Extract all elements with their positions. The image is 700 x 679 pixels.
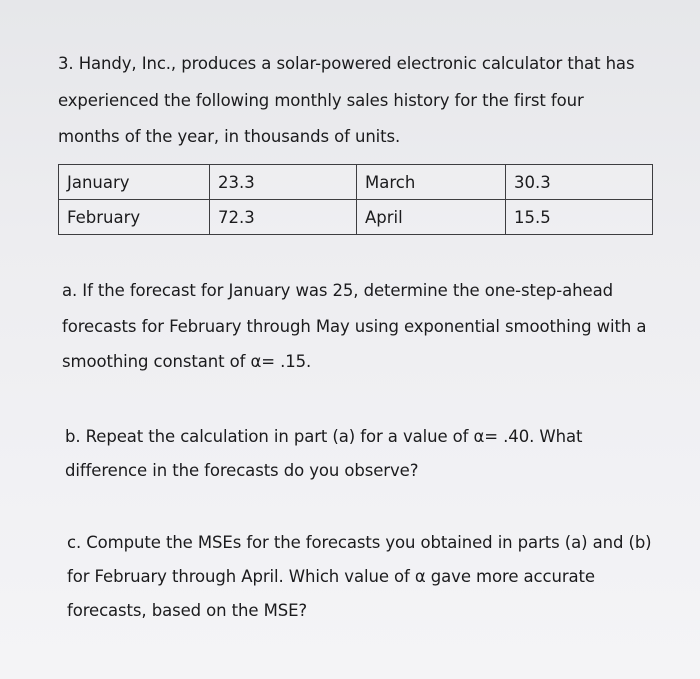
question-line-2: experienced the following monthly sales history for the first four bbox=[58, 91, 584, 110]
table-cell: January bbox=[59, 165, 210, 200]
table-cell: March bbox=[357, 165, 506, 200]
part-a-line-2: forecasts for February through May using exponential smoothing with a bbox=[62, 317, 647, 336]
question-line-3: months of the year, in thousands of units. bbox=[58, 127, 401, 146]
table-cell: 30.3 bbox=[506, 165, 653, 200]
table-cell: April bbox=[357, 200, 506, 235]
table-cell: 72.3 bbox=[210, 200, 357, 235]
part-c-line-3: forecasts, based on the MSE? bbox=[67, 601, 308, 620]
part-c-line-1: c. Compute the MSEs for the forecasts you obtained in parts (a) and (b) bbox=[67, 533, 652, 552]
part-a-line-1: a. If the forecast for January was 25, determine the one-step-ahead bbox=[62, 281, 613, 300]
sales-history-table bbox=[58, 164, 653, 235]
question-line-1: 3. Handy, Inc., produces a solar-powered electronic calculator that has bbox=[58, 54, 635, 73]
part-c-line-2: for February through April. Which value of α gave more accurate bbox=[67, 567, 595, 586]
part-a-line-3: smoothing constant of α= .15. bbox=[62, 352, 312, 371]
table-cell: February bbox=[59, 200, 210, 235]
table-cell: 23.3 bbox=[210, 165, 357, 200]
table-cell: 15.5 bbox=[506, 200, 653, 235]
table-row bbox=[59, 200, 653, 235]
part-b-line-2: difference in the forecasts do you observe? bbox=[65, 461, 419, 480]
table-row bbox=[59, 165, 653, 200]
part-b-line-1: b. Repeat the calculation in part (a) for a value of α= .40. What bbox=[65, 427, 583, 446]
